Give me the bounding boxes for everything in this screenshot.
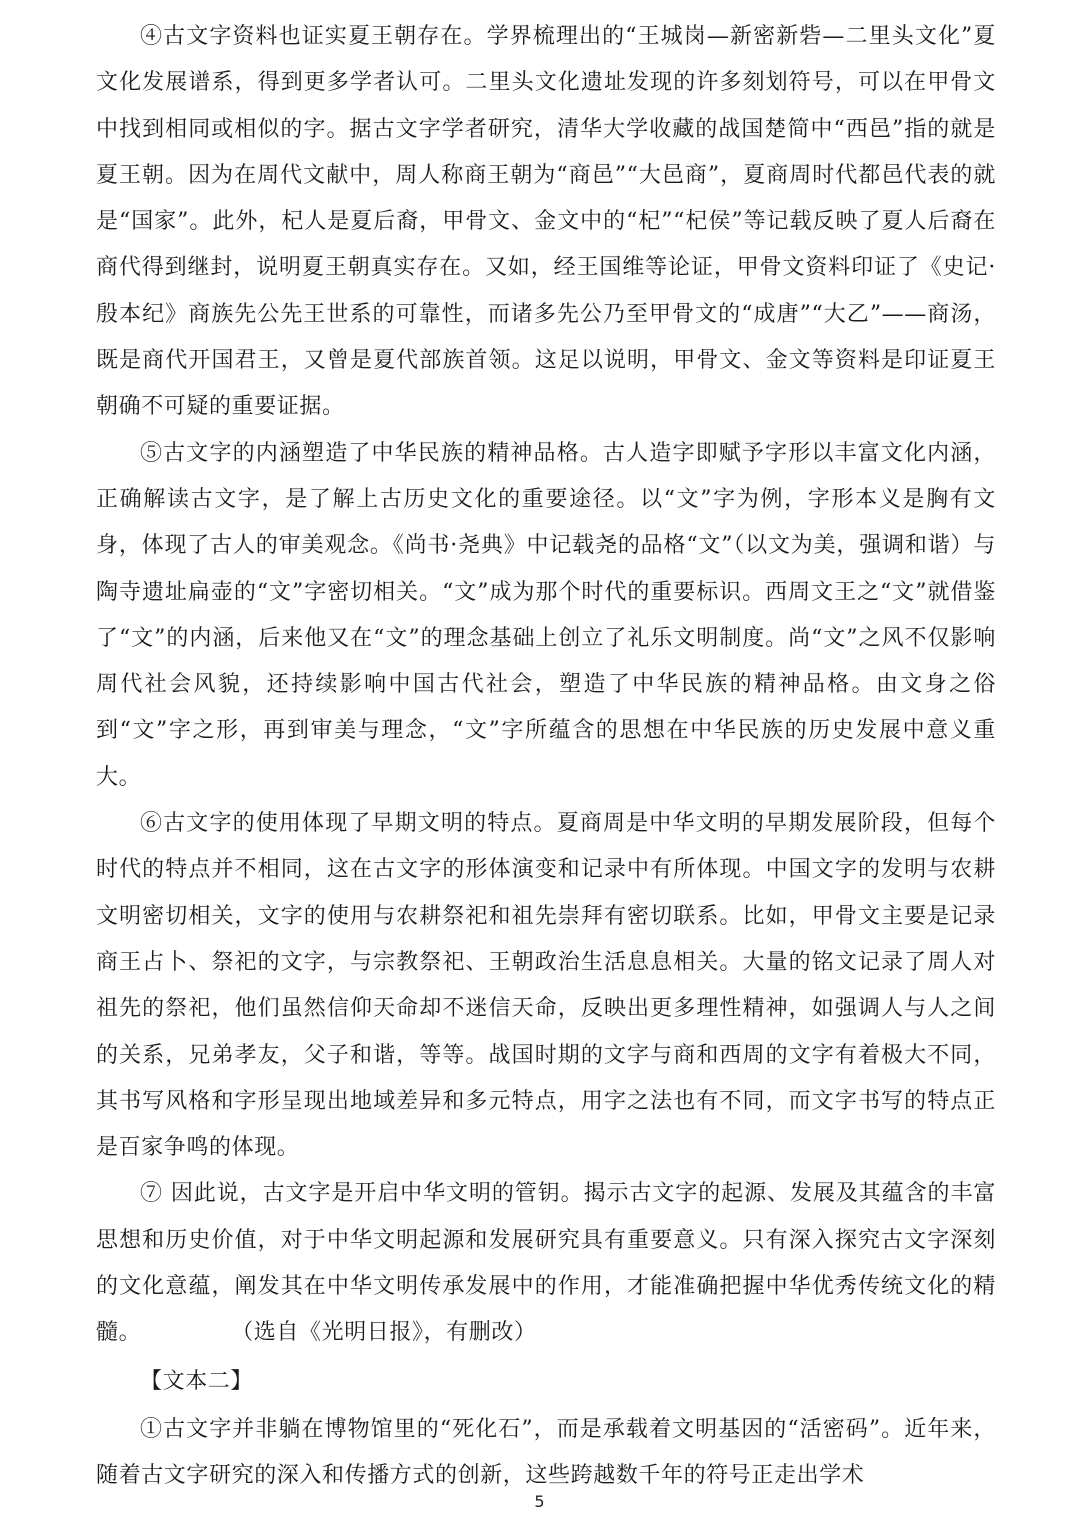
paragraph-4: ④古文字资料也证实夏王朝存在。学界梳理出的“王城岗—新密新砦—二里头文化”夏文化发展谱系，得到更多学者认可。二里头文化遗址发现的许多刻划符号，可以在甲骨文中找到相同或相似的字。据古文字学者研究，清华大学收藏的战国楚简中“西邑”指的就是夏王朝。因为在周代文献中，周人称商王朝为“商邑”“大邑商”，夏商周时代都邑代表的就是“国家”。此外，杞人是夏后裔，甲骨文、金文中的“杞”“杞侯”等记载反映了夏人后裔在商代得到继封，说明夏王朝真实存在。又如，经王国维等论证，甲骨文资料印证了《史记·殷本纪》商族先公先王世系的可靠性，而诸多先公乃至甲骨文的“成唐”“大乙”——商汤，既是商代开国君王，又曾是夏代部族首领。这足以说明，甲骨文、金文等资料是印证夏王朝确不可疑的重要证据。	[96, 24, 996, 420]
page-number: 5	[534, 1492, 545, 1511]
source-citation: （选自《光明日报》，有删改）	[231, 1320, 537, 1346]
paragraph-6: ⑥古文字的使用体现了早期文明的特点。夏商周是中华文明的早期发展阶段，但每个时代的特点并不相同，这在古文字的形体演变和记录中有所体现。中国文字的发明与农耕文明密切相关，文字的使用与农耕祭祀和祖先崇拜有密切联系。比如，甲骨文主要是记录商王占卜、祭祀的文字，与宗教祭祀、王朝政治生活息息相关。大量的铭文记录了周人对祖先的祭祀，他们虽然信仰天命却不迷信天命，反映出更多理性精神，如强调人与人之间的关系，兄弟孝友，父子和谐，等等。战国时期的文字与商和西周的文字有着极大不同，其书写风格和字形呈现出地域差异和多元特点，用字之法也有不同，而文字书写的特点正是百家争鸣的体现。	[96, 811, 996, 1161]
text-two-paragraph-1: ①古文字并非躺在博物馆里的“死化石”，而是承载着文明基因的“活密码”。近年来，随着古文字研究的深入和传播方式的创新，这些跨越数千年的符号正走出学术	[96, 1416, 996, 1488]
conclusion-text: ⑦ 因此说，古文字是开启中华文明的管钥。揭示古文字的起源、发展及其蕴含的丰富思想和历史价值，对于中华文明起源和发展研究具有重要意义。只有深入探究古文字深刻的文化意蕴，阐发其在中华文明传承发展中的作用，才能准确把握中华优秀传统文化的精髓。	[96, 1181, 996, 1346]
paragraph-5: ⑤古文字的内涵塑造了中华民族的精神品格。古人造字即赋予字形以丰富文化内涵，正确解读古文字，是了解上古历史文化的重要途径。以“文”字为例，字形本义是胸有文身，体现了古人的审美观念。《尚书·尧典》中记载尧的品格“文”（以文为美，强调和谐）与陶寺遗址扁壶的“文”字密切相关。“文”成为那个时代的重要标识。西周文王之“文”就借鉴了“文”的内涵，后来他又在“文”的理念基础上创立了礼乐文明制度。尚“文”之风不仅影响周代社会风貌，还持续影响中国古代社会，塑造了中华民族的精神品格。由文身之俗到“文”字之形，再到审美与理念，“文”字所蕴含的思想在中华民族的历史发展中意义重大。	[96, 440, 996, 790]
section-heading-text-two: 【文本二】	[140, 1368, 254, 1394]
body-text	[96, 14, 996, 1499]
paragraph-7	[96, 1171, 996, 1356]
